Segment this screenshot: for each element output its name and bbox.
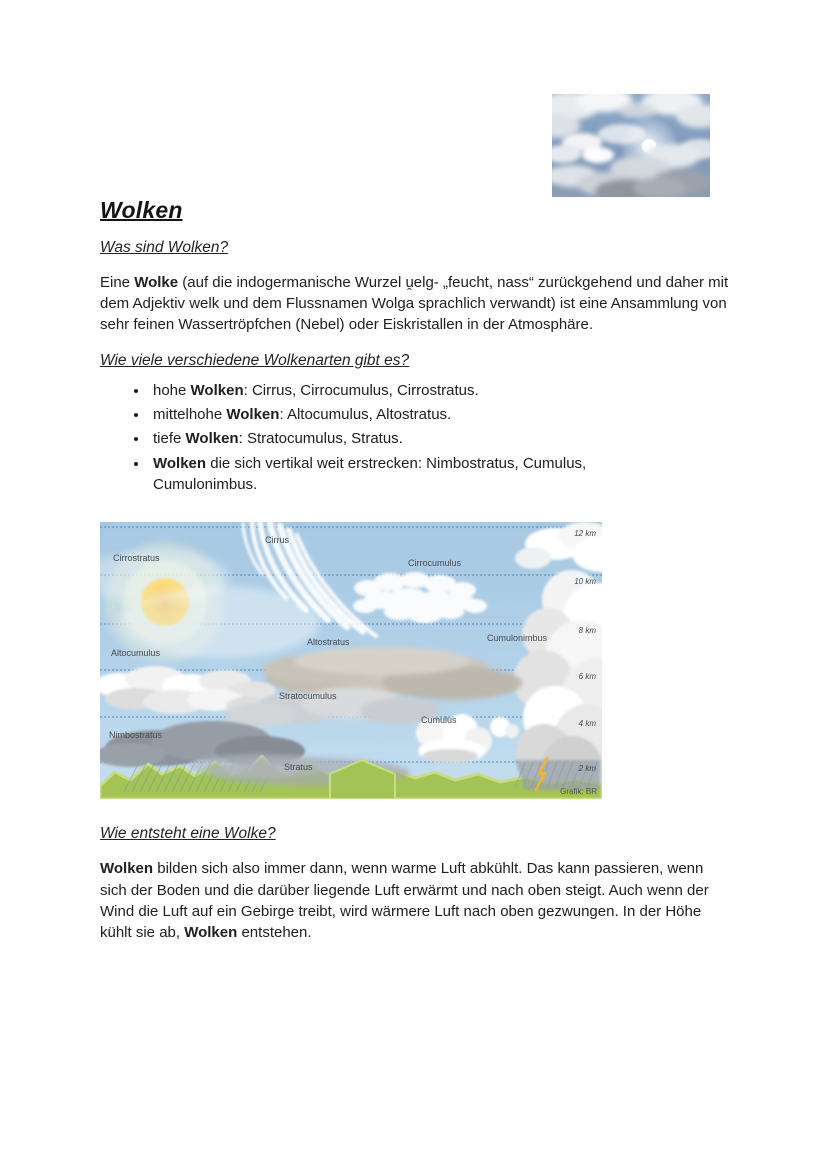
diagram-label-stratocumulus: Stratocumulus (279, 691, 337, 702)
diagram-label-stratus: Stratus (284, 762, 313, 773)
diagram-label-cumulonimbus: Cumulonimbus (487, 633, 548, 644)
altitude-label-12km: 12 km (574, 529, 596, 539)
cloud-types-list (100, 380, 732, 495)
diagram-label-cumulus: Cumulus (421, 715, 457, 726)
altitude-label-6km: 6 km (578, 672, 596, 682)
altitude-label-8km: 8 km (578, 626, 596, 636)
sky-clouds-photo (552, 94, 710, 197)
altitude-label-4km: 4 km (578, 719, 596, 729)
diagram-credit: Grafik: BR (560, 787, 597, 797)
list-item-mittelhohe-wolken: • mittelhohe Wolken: Altocumulus, Altostratus. (149, 404, 633, 425)
diagram-label-altostratus: Altostratus (307, 637, 350, 648)
diagram-illustration (100, 522, 602, 799)
document-content (100, 197, 732, 959)
paragraph-formation: Wolken bilden sich also immer dann, wenn warme Luft abkühlt. Das kann passieren, wenn sich der Boden und die darüber liegende Luft erwärmt und nach oben steigt. Auch wenn der Wind die Luft auf ein Gebirge treibt, wird wärmere Luft nach oben gezwungen. In der Höhe kühlt sie ab, Wolken entstehen. (100, 860, 709, 942)
heading-was-sind-wolken: Was sind Wolken? (100, 238, 229, 256)
diagram-label-cirrus: Cirrus (265, 535, 289, 546)
diagram-label-altocumulus: Altocumulus (111, 648, 161, 659)
page-title: Wolken (100, 197, 183, 223)
paragraph-definition: Eine Wolke (auf die indogermanische Wurzel u̯elg- „feucht, nass“ zurückgehend und daher mit dem Adjektiv welk und dem Flussnamen Wolga sprachlich verwandt) ist eine Ansammlung von sehr feinen Wassertröpfchen (Nebel) oder Eiskristallen in der Atmosphäre. (100, 273, 729, 334)
altitude-label-10km: 10 km (574, 577, 596, 587)
sky-photo-image (552, 94, 710, 197)
list-item-hohe-wolken: • hohe Wolken: Cirrus, Cirrocumulus, Cirrostratus. (149, 380, 633, 401)
diagram-label-cirrocumulus: Cirrocumulus (408, 558, 462, 569)
altitude-label-2km: 2 km (578, 764, 596, 774)
heading-wolkenarten: Wie viele verschiedene Wolkenarten gibt es? (100, 351, 410, 369)
diagram-label-cirrostratus: Cirrostratus (113, 553, 160, 564)
heading-wie-entsteht: Wie entsteht eine Wolke? (100, 825, 276, 843)
cloud-altitude-diagram (100, 522, 602, 799)
diagram-label-nimbostratus: Nimbostratus (109, 730, 163, 741)
list-item-tiefe-wolken: • tiefe Wolken: Stratocumulus, Stratus. (149, 428, 633, 449)
list-item-vertikale-wolken: • Wolken die sich vertikal weit erstrecken: Nimbostratus, Cumulus, Cumulonimbus. (149, 453, 633, 496)
